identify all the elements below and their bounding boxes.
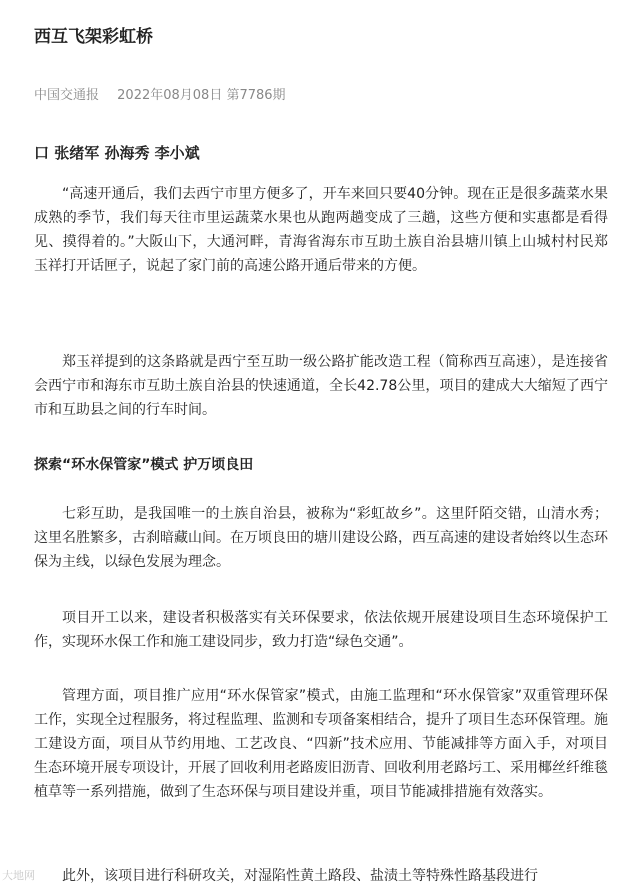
- paragraph-1: “高速开通后，我们去西宁市里方便多了，开车来回只要40分钟。现在正是很多蔬菜水果成熟的季节，我们每天往市里运蔬菜水果也从跑两趟变成了三趟，这些方便和实惠都是看得见、摸得着的。”大阪山下，大通河畔，青海省海东市互助土族自治县塘川镇上山城村村民郑玉祥打开话匣子，说起了家门前的高速公路开通后带来的方便。: [34, 186, 608, 274]
- paragraph-6: 此外，该项目进行科研攻关，对湿陷性黄土路段、盐渍土等特殊性路基段进行: [62, 868, 538, 884]
- publish-date-issue: 2022年08月08日 第7786期: [117, 88, 286, 103]
- section-subheading: 探索“环水保管家”模式 护万顷良田: [34, 457, 254, 473]
- article-title: 西互飞架彩虹桥: [34, 27, 153, 47]
- watermark-logo: 大地网: [2, 869, 35, 882]
- paragraph-4: 项目开工以来，建设者积极落实有关环保要求，依法依规开展建设项目生态环境保护工作，实现环水保工作和施工建设同步，致力打造“绿色交通”。: [34, 610, 608, 650]
- paragraph-3: 七彩互助，是我国唯一的土族自治县，被称为“彩虹故乡”。这里阡陌交错，山清水秀；这里名胜繁多，古刹暗藏山间。在万顷良田的塘川建设公路，西互高速的建设者始终以生态环保为主线，以绿色发展为理念。: [34, 506, 608, 570]
- paragraph-5: 管理方面，项目推广应用“环水保管家”模式，由施工监理和“环水保管家”双重管理环保工作，实现全过程服务，将过程监理、监测和专项备案相结合，提升了项目生态环保管理。施工建设方面，项目从节约用地、工艺改良、“四新”技术应用、节能减排等方面入手，对项目生态环境开展专项设计，开展了回收利用老路废旧沥青、回收利用老路圬工、采用椰丝纤维毯植草等一系列措施，做到了生态环保与项目建设并重，项目节能减排措施有效落实。: [34, 688, 608, 800]
- paragraph-2: 郑玉祥提到的这条路就是西宁至互助一级公路扩能改造工程（简称西互高速），是连接省会西宁市和海东市互助土族自治县的快速通道，全长42.78公里，项目的建成大大缩短了西宁市和互助县之间的行车时间。: [34, 354, 608, 418]
- article-meta: [34, 84, 286, 103]
- author-line: 口 张绪军 孙海秀 李小斌: [34, 144, 200, 162]
- source-name: 中国交通报: [34, 88, 100, 103]
